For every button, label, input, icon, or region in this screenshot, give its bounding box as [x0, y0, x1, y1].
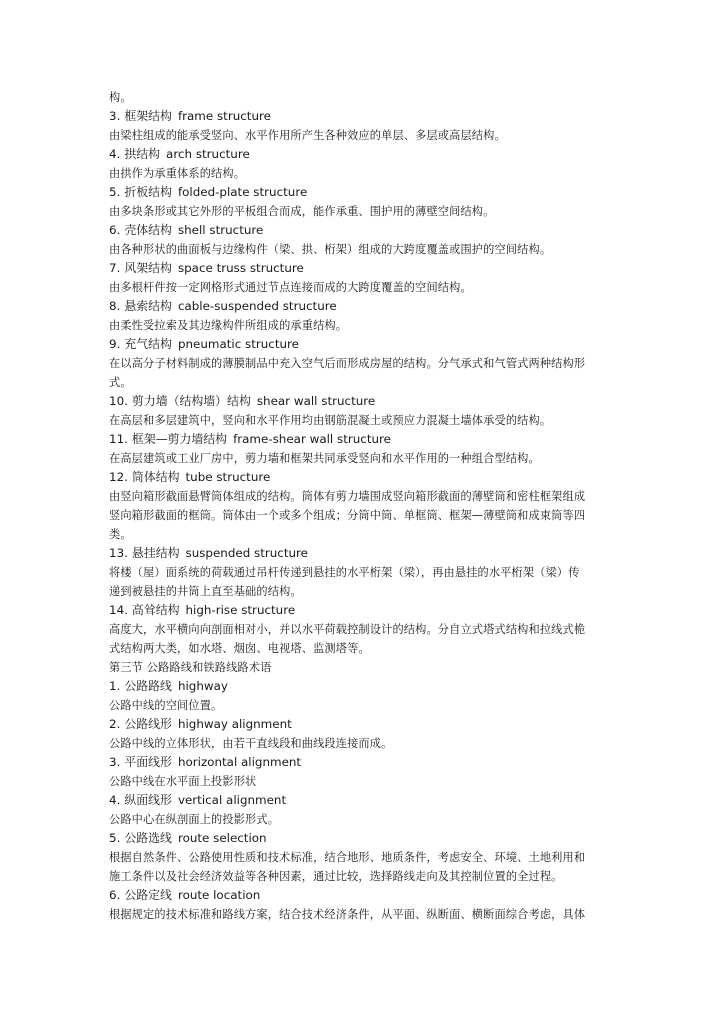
- term-heading: [109, 107, 617, 126]
- term-heading: [109, 886, 617, 905]
- term-chinese: 筒体结构: [131, 470, 180, 484]
- document-page: [109, 88, 617, 924]
- term-chinese: 框架结构: [124, 109, 172, 123]
- definition-text: 在以高分子材料制成的薄膜制品中充入空气后而形成房屋的结构。分气承式和气管式两种结构形: [109, 357, 586, 370]
- definition-text: 在高层和多层建筑中，竖向和水平作用均由钢筋混凝土或预应力混凝土墙体承受的结构。: [109, 414, 552, 427]
- term-chinese: 平面线形: [124, 755, 172, 769]
- term-heading: [109, 430, 617, 449]
- definition-text: 式结构两大类，如水塔、烟囱、电视塔、监测塔等。: [109, 642, 370, 655]
- definition-text: 由梁柱组成的能承受竖向、水平作用所产生各种效应的单层、多层或高层结构。: [109, 129, 506, 142]
- term-chinese: 剪力墙（结构墙）结构: [131, 394, 251, 408]
- term-english: shear wall structure: [256, 394, 376, 408]
- term-english: suspended structure: [185, 546, 308, 560]
- term-number: 8.: [109, 299, 121, 313]
- term-number: 12.: [109, 470, 128, 484]
- term-heading: [109, 183, 617, 202]
- term-number: 4.: [109, 793, 121, 807]
- term-number: 13.: [109, 546, 128, 560]
- term-chinese: 纵面线形: [124, 793, 172, 807]
- term-english: horizontal alignment: [177, 755, 302, 769]
- definition-text: 由柔性受拉索及其边缘构件所组成的承重结构。: [109, 319, 348, 332]
- term-chinese: 壳体结构: [124, 223, 172, 237]
- term-heading: [109, 221, 617, 240]
- term-english: highway alignment: [177, 717, 292, 731]
- definition-text: 由拱作为承重体系的结构。: [109, 167, 246, 180]
- term-number: 11.: [109, 432, 128, 446]
- term-number: 6.: [109, 888, 121, 902]
- term-chinese: 公路选线: [124, 831, 172, 845]
- term-heading: [109, 829, 617, 848]
- term-english: high-rise structure: [185, 603, 296, 617]
- term-chinese: 折板结构: [124, 185, 172, 199]
- term-number: 1.: [109, 679, 121, 693]
- definition-text: 由多块条形或其它外形的平板组合而成，能作承重、围护用的薄壁空间结构。: [109, 205, 495, 218]
- term-english: route selection: [177, 831, 267, 845]
- definition-text: 高度大，水平横向向剖面相对小，并以水平荷载控制设计的结构。分自立式塔式结构和拉线式桅: [109, 623, 586, 636]
- term-english: route location: [177, 888, 261, 902]
- definition-text: 公路中心在纵剖面上的投影形式。: [109, 813, 280, 826]
- term-english: folded-plate structure: [177, 185, 308, 199]
- definition-text: 公路中线的立体形状，由若干直线段和曲线段连接而成。: [109, 737, 393, 750]
- definition-text: 由多根杆件按一定网格形式通过节点连接而成的大跨度覆盖的空间结构。: [109, 281, 472, 294]
- term-number: 9.: [109, 337, 121, 351]
- term-chinese: 框架—剪力墙结构: [131, 432, 228, 446]
- term-number: 7.: [109, 261, 121, 275]
- definition-text: 公路中线在水平面上投影形状: [109, 775, 257, 788]
- term-heading: [109, 468, 617, 487]
- term-chinese: 公路路线: [124, 679, 172, 693]
- term-number: 4.: [109, 147, 121, 161]
- definition-text: 由竖向箱形截面悬臂筒体组成的结构。筒体有剪力墙围成竖向箱形截面的薄壁筒和密柱框架组成: [109, 490, 586, 503]
- term-english: space truss structure: [177, 261, 304, 275]
- definition-text: 公路中线的空间位置。: [109, 699, 223, 712]
- term-number: 3.: [109, 109, 121, 123]
- term-english: pneumatic structure: [177, 337, 299, 351]
- term-number: 6.: [109, 223, 121, 237]
- definition-text: 竖向箱形截面的框筒。筒体由一个或多个组成；分筒中筒、单框筒、框架—薄壁筒和成束筒等四: [109, 509, 586, 522]
- term-heading: [109, 601, 617, 620]
- term-heading: [109, 259, 617, 278]
- term-chinese: 悬挂结构: [131, 546, 180, 560]
- term-english: tube structure: [185, 470, 271, 484]
- term-english: vertical alignment: [177, 793, 287, 807]
- term-heading: [109, 791, 617, 810]
- term-number: 2.: [109, 717, 121, 731]
- definition-text: 递到被悬挂的井筒上直至基础的结构。: [109, 585, 302, 598]
- definition-text: 将楼（屋）面系统的荷载通过吊杆传递到悬挂的水平桁架（梁），再由悬挂的水平桁架（梁）传: [109, 566, 580, 579]
- definition-text: 由各种形状的曲面板与边缘构件（梁、拱、桁架）组成的大跨度覆盖或围护的空间结构。: [109, 243, 552, 256]
- term-number: 10.: [109, 394, 128, 408]
- definition-text: 类。: [109, 528, 132, 541]
- definition-text: 根据自然条件、公路使用性质和技术标准，结合地形、地质条件，考虑安全、环境、土地利用和: [109, 851, 586, 864]
- definition-text: 根据规定的技术标准和路线方案，结合技术经济条件，从平面、纵断面、横断面综合考虑，具体: [109, 908, 586, 921]
- term-chinese: 拱结构: [124, 147, 161, 161]
- term-chinese: 高耸结构: [131, 603, 180, 617]
- term-english: frame structure: [177, 109, 271, 123]
- term-number: 3.: [109, 755, 121, 769]
- definition-text: 在高层建筑或工业厂房中，剪力墙和框架共同承受竖向和水平作用的一种组合型结构。: [109, 452, 540, 465]
- term-heading: [109, 753, 617, 772]
- term-heading: [109, 544, 617, 563]
- term-number: 5.: [109, 831, 121, 845]
- term-heading: [109, 335, 617, 354]
- term-chinese: 悬索结构: [124, 299, 172, 313]
- definition-text: 构。: [109, 91, 132, 104]
- term-heading: [109, 677, 617, 696]
- term-english: shell structure: [177, 223, 264, 237]
- definition-text: 式。: [109, 376, 132, 389]
- term-english: arch structure: [166, 147, 250, 161]
- definition-text: 第三节 公路路线和铁路线路术语: [109, 661, 272, 674]
- term-chinese: 充气结构: [124, 337, 172, 351]
- term-english: highway: [177, 679, 228, 693]
- definition-text: 施工条件以及社会经济效益等各种因素，通过比较，选择路线走向及其控制位置的全过程。: [109, 870, 563, 883]
- term-heading: [109, 145, 617, 164]
- term-english: cable-suspended structure: [177, 299, 337, 313]
- term-chinese: 公路定线: [124, 888, 172, 902]
- term-english: frame-shear wall structure: [233, 432, 391, 446]
- term-chinese: 风架结构: [124, 261, 172, 275]
- term-heading: [109, 715, 617, 734]
- term-heading: [109, 297, 617, 316]
- term-heading: [109, 392, 617, 411]
- term-number: 14.: [109, 603, 128, 617]
- term-number: 5.: [109, 185, 121, 199]
- term-chinese: 公路线形: [124, 717, 172, 731]
